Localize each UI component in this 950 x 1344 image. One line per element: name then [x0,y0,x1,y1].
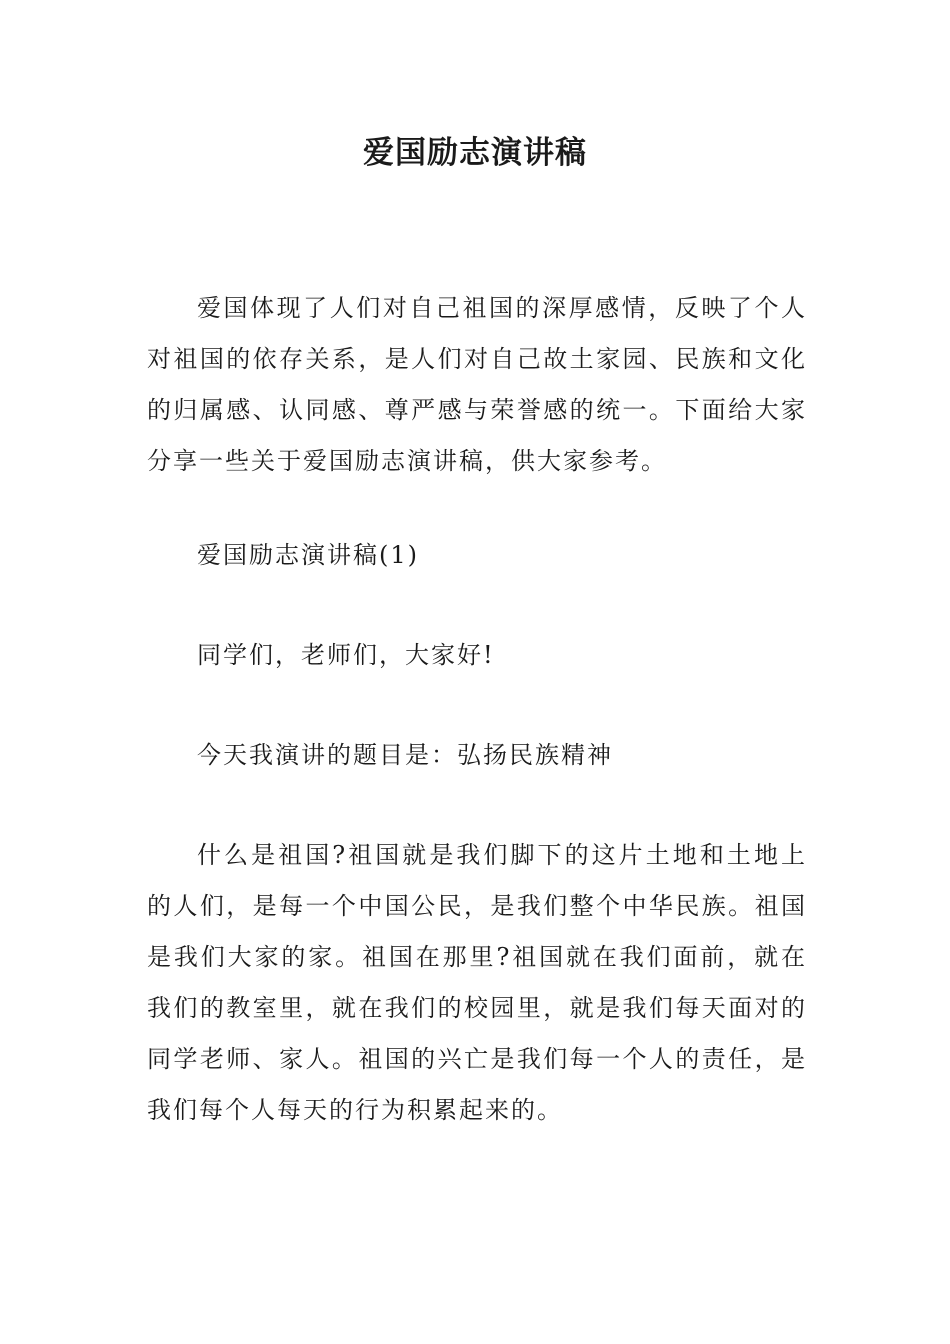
document-title: 爱国励志演讲稿 [363,135,587,171]
intro-paragraph: 爱国体现了人们对自己祖国的深厚感情，反映了个人对祖国的依存关系，是人们对自己故土家园、民族和文化的归属感、认同感、尊严感与荣誉感的统一。下面给大家分享一些关于爱国励志演讲稿，供大家参考。 [147,294,807,475]
greeting-paragraph: 同学们，老师们，大家好! [197,641,495,669]
body-paragraph: 什么是祖国?祖国就是我们脚下的这片土地和土地上的人们，是每一个中国公民，是我们整个中华民族。祖国是我们大家的家。祖国在那里?祖国就在我们面前，就在我们的教室里，就在我们的校园里，就是我们每天面对的同学老师、家人。祖国的兴亡是我们每一个人的责任，是我们每个人每天的行为积累起来的。 [147,841,807,1124]
topic-paragraph: 今天我演讲的题目是：弘扬民族精神 [197,741,613,769]
section-heading: 爱国励志演讲稿(1) [197,541,419,569]
